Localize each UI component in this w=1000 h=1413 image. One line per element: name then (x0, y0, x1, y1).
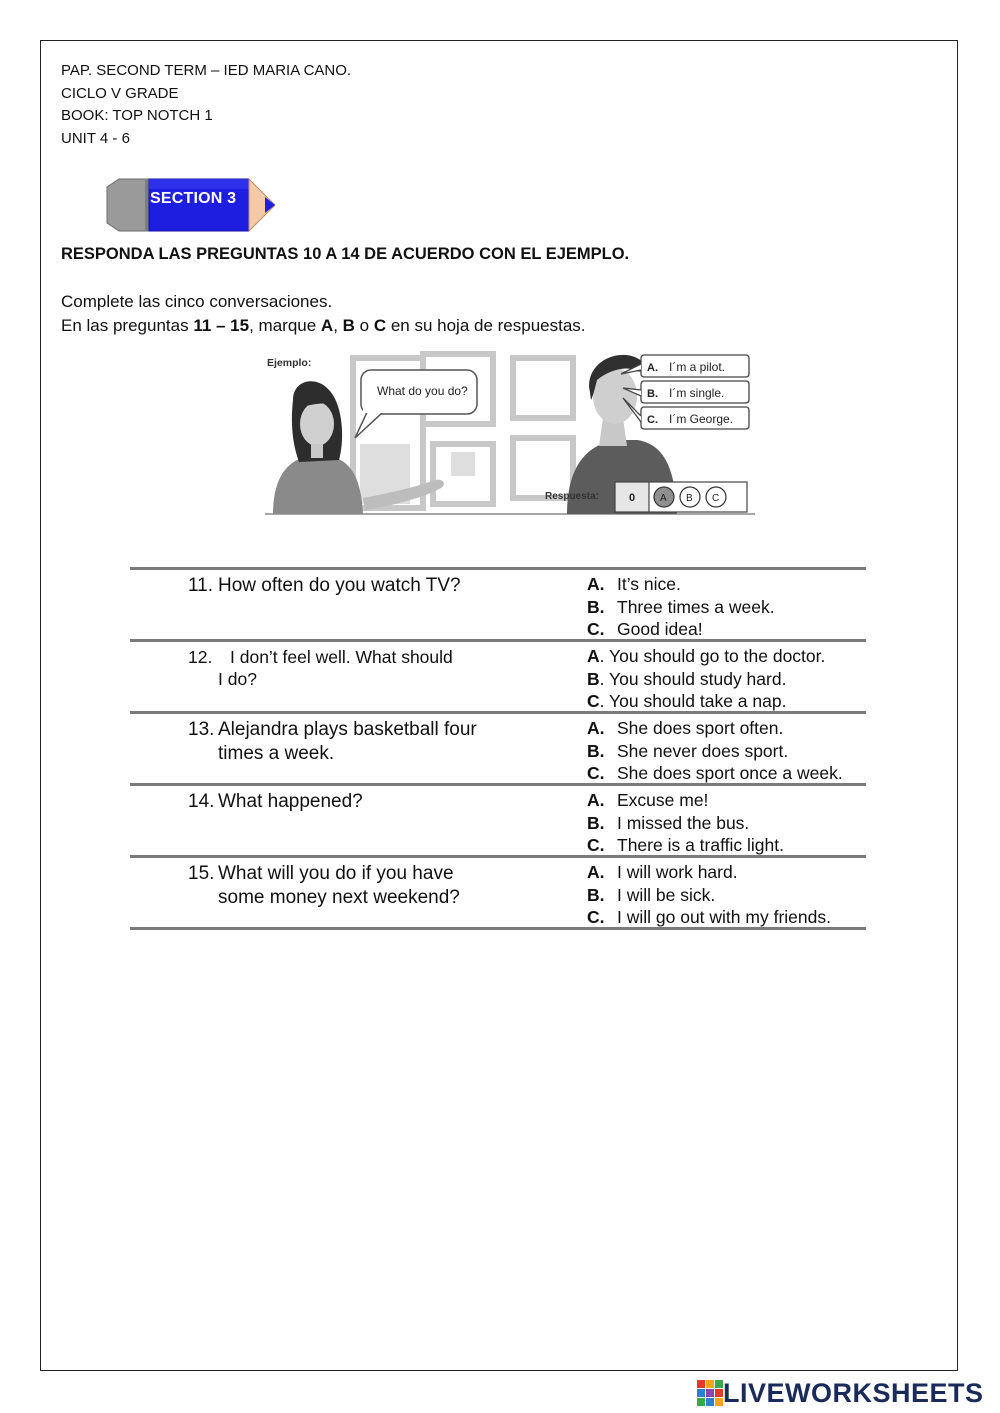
example-option-letter: B. (647, 388, 658, 400)
option-letter: B. (587, 812, 605, 833)
question-line: What will you do if you have (218, 863, 454, 884)
option-text: I will go out with my friends. (617, 907, 831, 927)
header-line-term: PAP. SECOND TERM – IED MARIA CANO. (61, 62, 352, 79)
instruction-text: En las preguntas (61, 316, 194, 335)
answer-bubble-letter: A (660, 493, 667, 504)
option-letter: A. (587, 718, 605, 738)
option-letter: A. (587, 790, 605, 810)
option-letter: B. (587, 740, 605, 761)
example-option-text: I´m a pilot. (669, 360, 726, 374)
question-line: some money next weekend? (218, 887, 460, 908)
option-letter: C. (587, 619, 605, 639)
option-c[interactable] (587, 762, 843, 785)
option-text: She does sport once a week. (617, 763, 843, 783)
option-b[interactable] (587, 884, 831, 907)
answer-options (587, 645, 825, 713)
questions-table (130, 567, 866, 930)
question-number: 11. (188, 575, 214, 596)
option-a[interactable] (587, 573, 775, 596)
option-letter: C. (587, 907, 605, 927)
example-label: Ejemplo: (267, 357, 312, 369)
question-row-14 (130, 783, 866, 855)
option-b[interactable] (587, 740, 843, 763)
answer-number: 0 (629, 492, 636, 504)
instruction-option-a: A (320, 316, 334, 335)
worksheet-header (61, 60, 351, 150)
question-row-13 (130, 711, 866, 783)
option-letter: B. (587, 884, 605, 905)
header-line-book: BOOK: TOP NOTCH 1 (61, 107, 213, 124)
option-a[interactable] (587, 645, 825, 668)
section-label: SECTION 3 (150, 190, 237, 207)
example-option-text: I´m George. (669, 412, 734, 426)
answer-options (587, 573, 775, 641)
option-letter: B (587, 668, 600, 689)
question-row-15 (130, 855, 866, 930)
option-a[interactable] (587, 861, 831, 884)
question-text (188, 574, 518, 598)
example-option-letter: A. (647, 362, 658, 374)
option-letter: C (587, 691, 600, 711)
option-text: . You should go to the doctor. (599, 646, 826, 666)
question-line: I don’t feel well. What should (230, 647, 453, 667)
question-text (188, 718, 518, 766)
instruction-mark (61, 316, 586, 336)
option-letter: C. (587, 835, 605, 855)
option-text: Excuse me! (617, 790, 709, 810)
example-option-text: I´m single. (669, 386, 725, 400)
question-number: 13. (188, 719, 215, 740)
option-b[interactable] (587, 668, 825, 691)
liveworksheets-logo-icon (697, 1380, 723, 1406)
option-text: I missed the bus. (617, 812, 750, 833)
example-illustration (265, 348, 755, 518)
instruction-text: , (333, 316, 343, 335)
option-letter: A. (587, 574, 605, 594)
option-text: I will work hard. (617, 862, 738, 882)
speech-text: What do you do? (377, 384, 468, 398)
instruction-complete: Complete las cinco conversaciones. (61, 292, 333, 311)
answer-options (587, 861, 831, 929)
option-text: . You should study hard. (599, 668, 787, 689)
question-line: times a week. (218, 743, 335, 764)
option-letter: A. (587, 862, 605, 882)
option-text: She does sport often. (617, 718, 784, 738)
question-number: 12. (188, 647, 213, 667)
option-b[interactable] (587, 596, 775, 619)
instruction-option-c: C (373, 316, 387, 335)
option-c[interactable] (587, 690, 825, 713)
instruction-text: , marque (249, 316, 321, 335)
option-text: It’s nice. (617, 574, 681, 594)
question-text (188, 790, 518, 814)
question-number: 15. (188, 863, 215, 884)
question-line: What happened? (218, 791, 363, 812)
question-row-12 (130, 639, 866, 711)
instruction-option-b: B (342, 316, 355, 335)
question-line: I do? (218, 669, 257, 689)
option-b[interactable] (587, 812, 784, 835)
question-line: Alejandra plays basketball four (218, 719, 477, 740)
option-text: There is a traffic light. (617, 835, 784, 855)
liveworksheets-logo[interactable] (697, 1378, 984, 1408)
option-letter: A (587, 646, 600, 666)
question-row-11 (130, 567, 866, 639)
question-text (188, 862, 518, 910)
header-line-unit: UNIT 4 - 6 (61, 129, 130, 147)
option-text: I will be sick. (617, 884, 716, 905)
answer-bubble-letter: B (686, 493, 693, 504)
answer-bubble-letter: C (712, 493, 720, 504)
answer-options (587, 717, 843, 785)
question-text (188, 646, 518, 690)
example-option-letter: C. (647, 414, 658, 426)
logo-text: LIVEWORKSHEETS (723, 1377, 984, 1408)
option-c[interactable] (587, 834, 784, 857)
option-a[interactable] (587, 717, 843, 740)
question-line: How often do you watch TV? (218, 575, 461, 596)
option-text: Three times a week. (617, 596, 775, 617)
option-c[interactable] (587, 906, 831, 929)
question-number: 14. (188, 791, 215, 812)
instruction-heading: RESPONDA LAS PREGUNTAS 10 A 14 DE ACUERDO CON EL EJEMPLO. (61, 245, 630, 263)
speech-bubble (355, 370, 477, 438)
option-a[interactable] (587, 789, 784, 812)
instruction-text: en su hoja de respuestas. (386, 316, 586, 335)
answer-label: Respuesta: (545, 491, 599, 502)
instruction-text: o (354, 316, 374, 335)
option-letter: C. (587, 763, 605, 783)
option-letter: B. (587, 596, 605, 617)
option-c[interactable] (587, 618, 775, 641)
option-text: . You should take a nap. (599, 691, 787, 711)
instruction-range: 11 – 15 (193, 316, 250, 335)
option-text: Good idea! (617, 619, 703, 639)
header-line-grade: CICLO V GRADE (61, 84, 179, 102)
option-text: She never does sport. (617, 740, 789, 761)
answer-options (587, 789, 784, 857)
